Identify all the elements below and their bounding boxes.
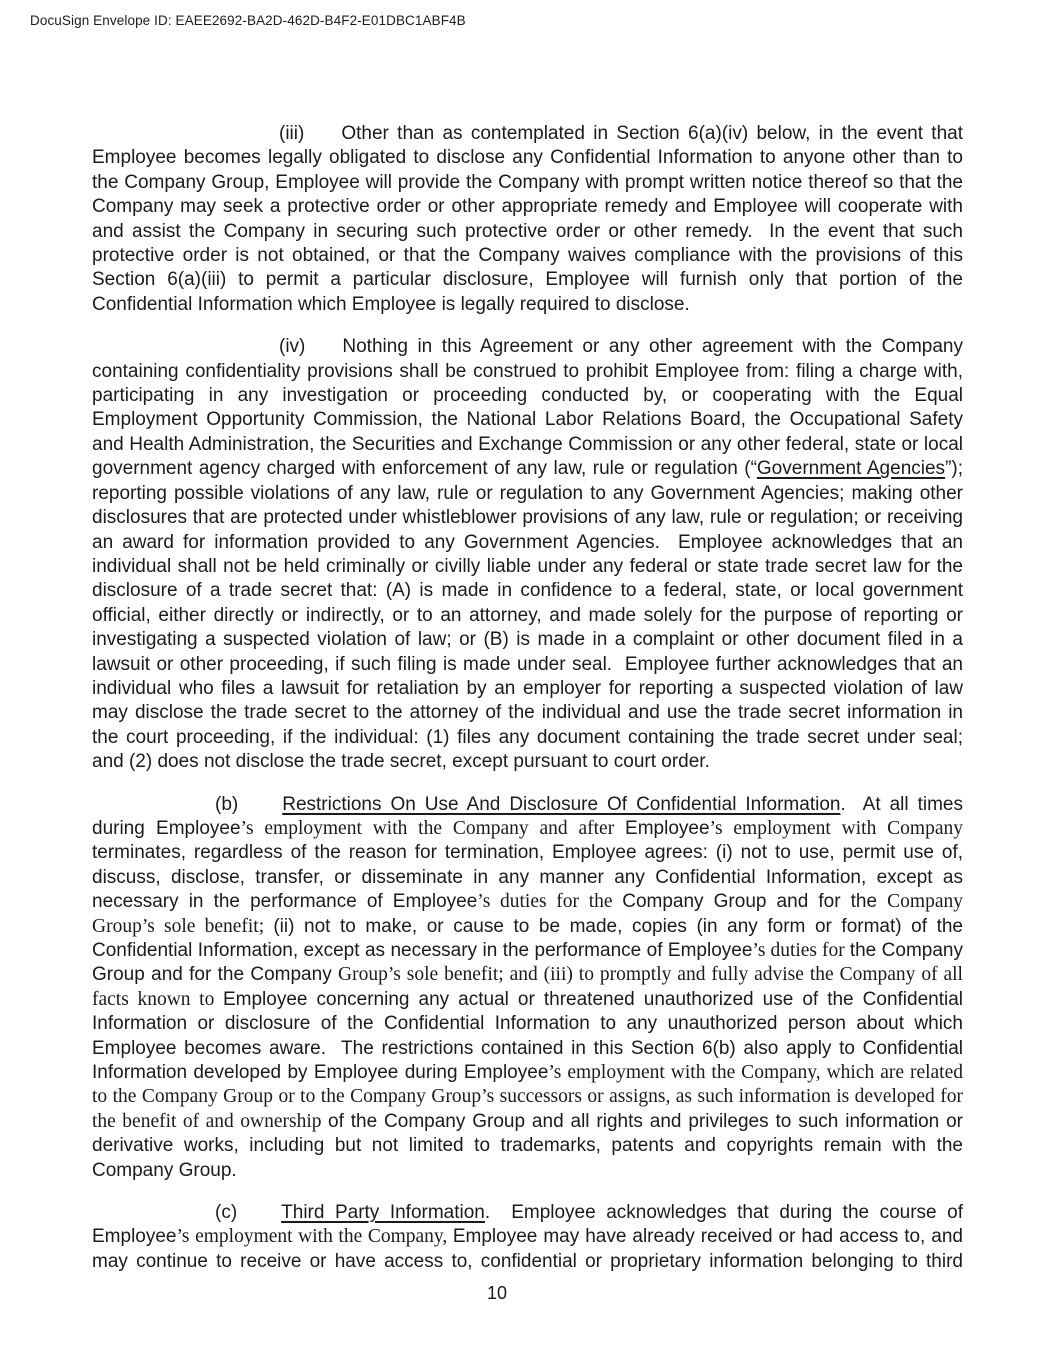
paragraph-b-label: (b) — [215, 793, 239, 815]
paragraph-iii — [92, 122, 963, 317]
text-run: ’s employment with the Company, which are related to the Company Group or to the Company Group’s successors or assigns, as such information is developed for the benefit of and ownership — [92, 1062, 963, 1132]
text-run: Employee — [625, 817, 710, 839]
text-run: Nothing in this Agreement or any other agreement with the Company containing confidentiality provisions shall be construed to prohibit Employee from: filing a charge with, participating in any investigation or proceeding conducted by, or cooperating with the Equal Employment Opportunity Commission, the National Labor Relations Board, the Occupational Safety and Health Administration, the Securities and Exchange Commission or any other federal, state or local government agency charged with enforcement of any law, rule or regulation (“ — [92, 336, 963, 480]
text-run: . At all times during Employee — [92, 793, 964, 839]
text-run: ”); reporting possible violations of any law, rule or regulation to any Government Agencies; making other disclosures that are protected under whistleblower provisions of any law, rule or regulation; or receiving an award for information provided to any Government Agencies. Employee acknowledges that an individual shall not be held criminally or civilly liable under any federal or state trade secret law for the disclosure of a trade secret that: (A) is made in confidence to a federal, state, or local government official, either directly or indirectly, or to an attorney, and made solely for the purpose of reporting or investigating a suspected violation of law; or (B) is made in a complaint or other document filed in a lawsuit or other proceeding, if such filing is made under seal. Employee further acknowledges that an individual who files a lawsuit for retaliation by an employer for reporting a suspected violation of law may disclose the trade secret to the attorney of the individual and use the trade secret information in the court proceeding, if the individual: (1) files any document containing the trade secret under seal; and (2) does not disclose the trade secret, except pursuant to court order. — [92, 458, 963, 773]
text-run: Employee concerning any actual or threatened unauthorized use of the Confidential Information or disclosure of the Confidential Information to any unauthorized person about which Employee becomes aware. The restrictions contained in this Section 6(b) also apply to Confidential Information developed by Employee during Employee — [92, 988, 964, 1084]
text-run: the Company Group and for the Company — [92, 940, 963, 986]
text-run: ’s employment with the Company and after — [240, 817, 626, 839]
docusign-envelope-id: DocuSign Envelope ID: EAEE2692-BA2D-462D-B4F2-E01DBC1ABF4B — [30, 13, 466, 28]
text-run: terminates, regardless of the reason for termination, Employee agrees: (i) not to use, permit use of, discuss, disclose, transfer, or disseminate in any manner any Confidential Information, except as necessary in the performance of Employee — [92, 842, 963, 913]
text-run: Company Group and for the — [622, 891, 888, 913]
paragraph-iii-label: (iii) — [279, 123, 305, 144]
text-run: ’s duties for the — [477, 891, 623, 913]
page-number: 10 — [486, 1283, 508, 1303]
paragraph-c — [92, 1201, 963, 1274]
text-run: Other than as contemplated in Section 6(a)(iv) below, in the event that Employee becomes legally obligated to disclose any Confidential Information to anyone other than to the Company Group, Employee will provide the Company with prompt written notice thereof so that the Company may seek a protective order or other appropriate remedy and Employee will cooperate with and assist the Company in securing such protective order or other remedy. In the event that such protective order is not obtained, or that the Company waives compliance with the provisions of this Section 6(a)(iii) to permit a particular disclosure, Employee will furnish only that portion of the Confidential Information which Employee is legally required to disclose. — [92, 123, 963, 315]
text-run: Employee may have already received or had access to, and may continue to receive or have access to, confidential or proprietary information belonging to third — [92, 1226, 964, 1272]
text-run: ’s employment with Company — [709, 817, 963, 839]
document-body — [92, 122, 963, 1292]
paragraph-iv-label: (iv) — [279, 336, 306, 358]
paragraph-iv — [92, 335, 963, 774]
text-run: of the Company Group and all rights and privileges to such information or derivative works, including but not limited to trademarks, patents and copyrights remain with the Company Group. — [92, 1110, 964, 1181]
text-run: . Employee acknowledges that during the course of Employee — [92, 1202, 963, 1248]
text-run: (ii) not to make, or cause to be made, copies (in any form or format) of the Confidential Information, except as necessary in the performance of Employee — [92, 915, 963, 961]
text-run: Third Party Information — [281, 1202, 485, 1224]
text-run: Restrictions On Use And Disclosure Of Confidential Information — [282, 793, 841, 815]
text-run: ’s employment with the Company, — [176, 1226, 453, 1248]
text-run: Group’s sole benefit; and (iii) to promptly and fully advise the Company of all facts known to — [92, 964, 963, 1010]
paragraph-b — [92, 793, 963, 1184]
text-run: ’s duties for — [752, 940, 850, 961]
text-run: Company Group’s sole benefit; — [92, 891, 963, 937]
text-run: Government Agencies — [756, 458, 946, 480]
paragraph-c-label: (c) — [215, 1202, 238, 1224]
